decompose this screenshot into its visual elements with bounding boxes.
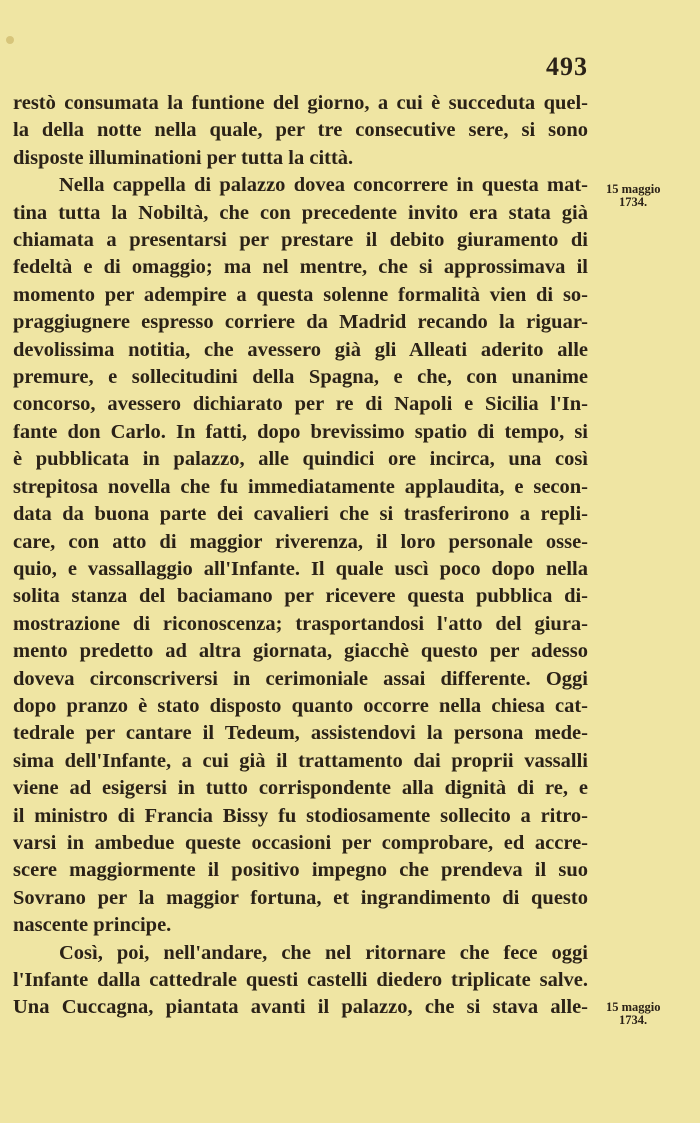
- paper-stain: [6, 36, 14, 44]
- text-line: doveva circonscriversi in cerimoniale assai differente. Oggi: [13, 667, 588, 690]
- body-text: [13, 90, 588, 1022]
- text-line: la della notte nella quale, per tre consecutive sere, si sono: [13, 119, 588, 142]
- margin-note-date: [606, 1001, 696, 1027]
- text-line: premure, e sollecitudini della Spagna, e che, con unanime: [13, 366, 588, 389]
- text-line: nascente principe.: [13, 914, 172, 937]
- text-line: strepitosa novella che fu immediatamente applaudita, e secon-: [13, 475, 588, 498]
- text-line: il ministro di Francia Bissy fu stodiosamente sollecito a ritro-: [13, 804, 588, 827]
- text-line: data da buona parte dei cavalieri che si trasferirono a repli-: [13, 503, 588, 526]
- margin-note-day: 15 maggio: [606, 182, 661, 196]
- text-line: Sovrano per la maggior fortuna, et ingrandimento di questo: [13, 886, 588, 909]
- text-line: chiamata a presentarsi per prestare il debito giuramento di: [13, 229, 588, 252]
- text-line: concorso, avessero dichiarato per re di Napoli e Sicilia l'In-: [13, 393, 588, 416]
- text-line: è pubblicata in palazzo, alle quindici ore incirca, una così: [13, 448, 588, 471]
- text-line: fedeltà e di omaggio; ma nel mentre, che si approssimava il: [13, 256, 588, 279]
- text-line: dopo pranzo è stato disposto quanto occorre nella chiesa cat-: [13, 694, 588, 717]
- text-line: l'Infante dalla cattedrale questi castelli diedero triplicate salve.: [13, 969, 588, 991]
- margin-note-date: [606, 183, 696, 209]
- text-line: varsi in ambedue queste occasioni per comprobare, ed accre-: [13, 831, 588, 854]
- text-line: devolissima notitia, che avessero già gli Alleati aderito alle: [13, 338, 588, 361]
- text-line: scere maggiormente il positivo impegno che prendeva il suo: [13, 859, 588, 882]
- text-line: restò consumata la funtione del giorno, a cui è succeduta quel-: [13, 92, 588, 114]
- margin-note-year: 1734.: [619, 1013, 648, 1027]
- text-line: fante don Carlo. In fatti, dopo brevissimo spatio di tempo, si: [13, 420, 588, 443]
- text-line: mostrazione di riconoscenza; trasportandosi l'atto del giura-: [13, 612, 588, 635]
- text-line: Nella cappella di palazzo dovea concorrere in questa mat-: [59, 174, 588, 197]
- text-line: praggiugnere espresso corriere da Madrid recando la riguar-: [13, 311, 588, 334]
- text-line: Così, poi, nell'andare, che nel ritornare che fece oggi: [59, 941, 588, 964]
- text-line: disposte illuminationi per tutta la città.: [13, 146, 354, 169]
- text-line: mento predetto ad altra giornata, giacchè questo per adesso: [13, 640, 588, 663]
- text-line: care, con atto di maggior riverenza, il loro personale osse-: [13, 530, 588, 553]
- text-line: solita stanza del baciamano per ricevere questa pubblica di-: [13, 585, 588, 608]
- text-line: tina tutta la Nobiltà, che con precedente invito era stata già: [13, 201, 588, 224]
- margin-note-year: 1734.: [619, 195, 648, 209]
- page-number: 493: [546, 52, 588, 81]
- margin-note-day: 15 maggio: [606, 1000, 661, 1014]
- text-line: quio, e vassallaggio all'Infante. Il quale uscì poco dopo nella: [13, 557, 588, 580]
- text-line: Una Cuccagna, piantata avanti il palazzo, che si stava alle-: [13, 996, 588, 1019]
- text-line: sima dell'Infante, a cui già il trattamento dai proprii vassalli: [13, 749, 588, 772]
- text-line: viene ad esigersi in tutto corrispondente alla dignità di re, e: [13, 777, 588, 800]
- text-line: tedrale per cantare il Tedeum, assistendovi la persona mede-: [13, 722, 588, 745]
- text-line: momento per adempire a questa solenne formalità vien di so-: [13, 283, 588, 306]
